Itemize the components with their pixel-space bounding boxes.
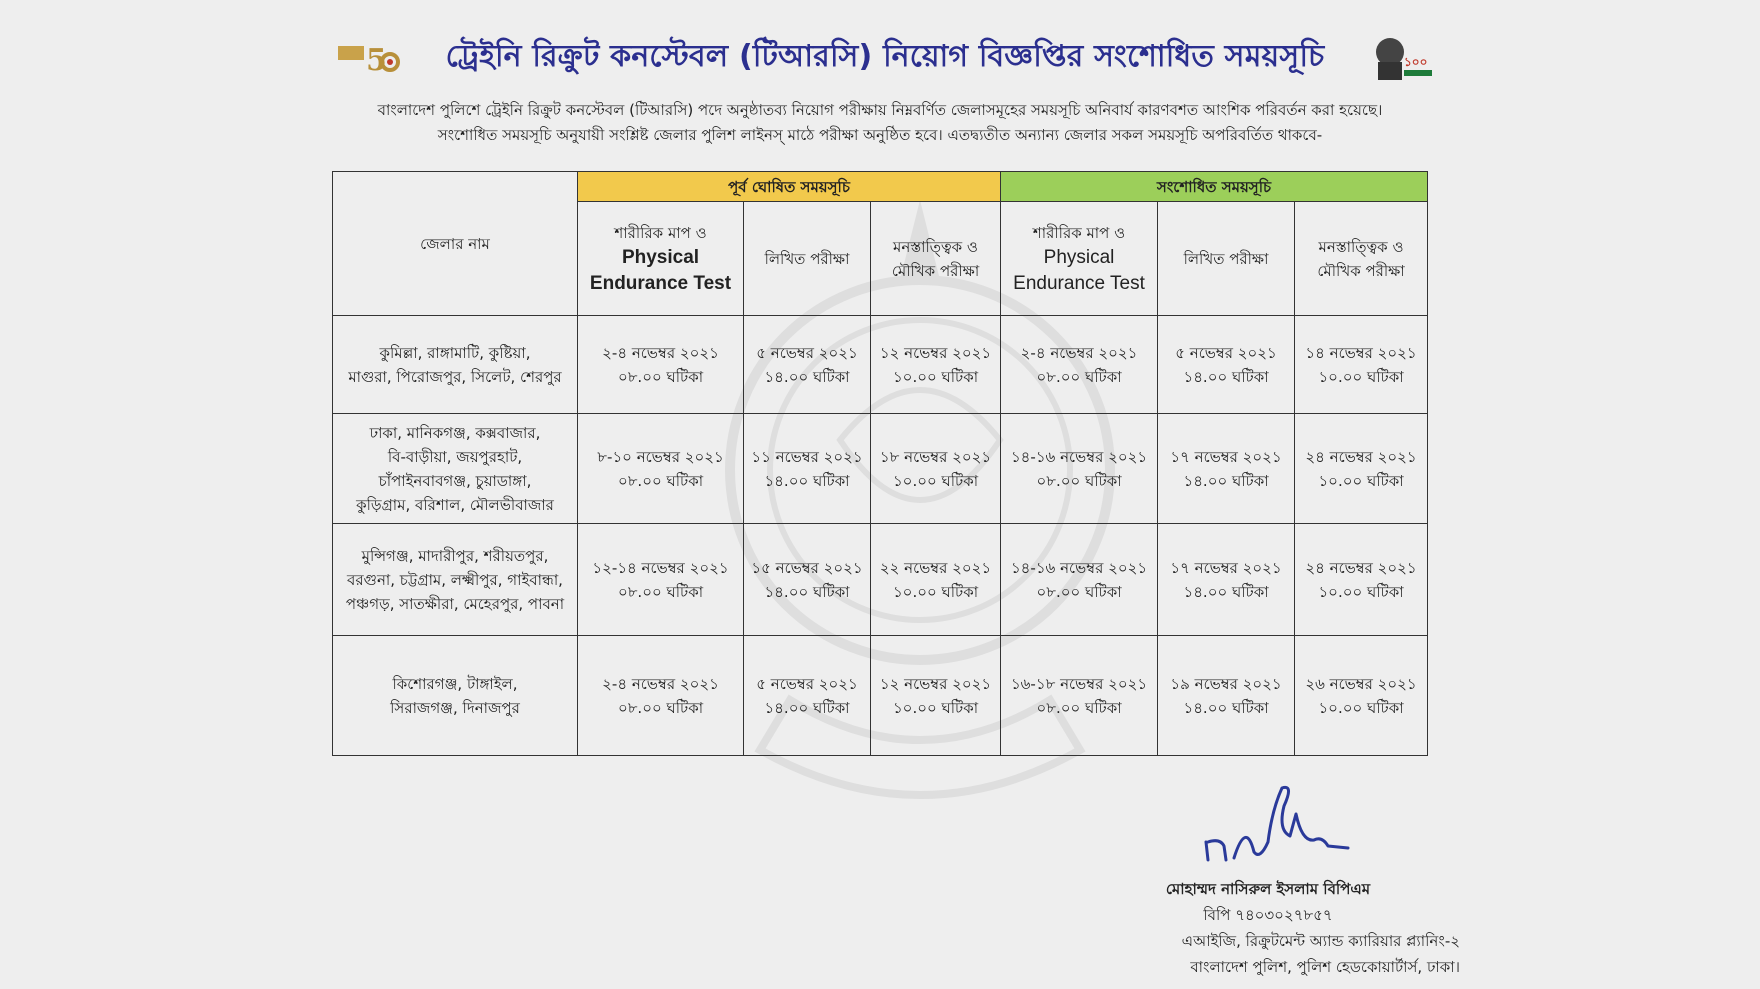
intro-text — [320, 98, 1440, 148]
col-prev-written: লিখিত পরীক্ষা — [744, 202, 871, 316]
rev-physical-cell: ১৪-১৬ নভেম্বর ২০২১ ০৮.০০ ঘটিকা — [1001, 414, 1158, 524]
prev-written-cell: ৫ নভেম্বর ২০২১ ১৪.০০ ঘটিকা — [744, 636, 871, 756]
rev-written-cell: ১৭ নভেম্বর ২০২১ ১৪.০০ ঘটিকা — [1158, 524, 1295, 636]
page-title: ট্রেইনি রিক্রুট কনস্টেবল (টিআরসি) নিয়োগ বিজ্ঞপ্তির সংশোধিত সময়সূচি — [445, 39, 1325, 74]
header — [330, 28, 1430, 88]
prev-written-cell: ১৫ নভেম্বর ২০২১ ১৪.০০ ঘটিকা — [744, 524, 871, 636]
handwritten-signature — [1198, 780, 1358, 872]
rev-physical-cell: ২-৪ নভেম্বর ২০২১ ০৮.০০ ঘটিকা — [1001, 316, 1158, 414]
district-cell: কুমিল্লা, রাঙ্গামাটি, কুষ্টিয়া, মাগুরা, পিরোজপুর, সিলেট, শেরপুর — [333, 316, 578, 414]
rev-viva-cell: ১৪ নভেম্বর ২০২১ ১০.০০ ঘটিকা — [1295, 316, 1428, 414]
rev-viva-cell: ২৬ নভেম্বর ২০২১ ১০.০০ ঘটিকা — [1295, 636, 1428, 756]
bangladesh-50-logo-icon — [336, 36, 402, 80]
group-revised-header: সংশোধিত সময়সূচি — [1001, 172, 1428, 202]
intro-line-1: বাংলাদেশ পুলিশে ট্রেইনি রিক্রুট কনস্টেবল (টিআরসি) পদে অনুষ্ঠাতব্য নিয়োগ পরীক্ষায় নিম্নবর্ণিত জেলাসমূহের সময়সূচি অনিবার্য কারণবশত আংশিক পরিবর্তন করা হয়েছে। — [377, 101, 1383, 119]
mujib-borsho-logo-icon — [1370, 30, 1436, 82]
rev-written-cell: ৫ নভেম্বর ২০২১ ১৪.০০ ঘটিকা — [1158, 316, 1295, 414]
prev-written-cell: ১১ নভেম্বর ২০২১ ১৪.০০ ঘটিকা — [744, 414, 871, 524]
prev-viva-cell: ২২ নভেম্বর ২০২১ ১০.০০ ঘটিকা — [871, 524, 1001, 636]
prev-physical-cell: ২-৪ নভেম্বর ২০২১ ০৮.০০ ঘটিকা — [578, 636, 744, 756]
table-row — [333, 636, 1428, 756]
intro-line-2: সংশোধিত সময়সূচি অনুযায়ী সংশ্লিষ্ট জেলার পুলিশ লাইনস্ মাঠে পরীক্ষা অনুষ্ঠিত হবে। এতদ্ব্যতীত অন্যান্য জেলার সকল সময়সূচি অপরিবর্তিত থাকবে- — [437, 126, 1323, 144]
schedule-table — [332, 171, 1428, 756]
rev-written-cell: ১৭ নভেম্বর ২০২১ ১৪.০০ ঘটিকা — [1158, 414, 1295, 524]
district-header: জেলার নাম — [333, 172, 578, 316]
group-previous-header: পূর্ব ঘোষিত সময়সূচি — [578, 172, 1001, 202]
prev-physical-cell: ২-৪ নভেম্বর ২০২১ ০৮.০০ ঘটিকা — [578, 316, 744, 414]
col-rev-viva: মনস্তাত্ত্বিক ও মৌখিক পরীক্ষা — [1295, 202, 1428, 316]
signatory-bp: বিপি ৭৪০৩০২৭৮৫৭ — [1203, 906, 1333, 924]
prev-viva-cell: ১২ নভেম্বর ২০২১ ১০.০০ ঘটিকা — [871, 636, 1001, 756]
district-cell: মুন্সিগঞ্জ, মাদারীপুর, শরীয়তপুর, বরগুনা, চট্টগ্রাম, লক্ষ্মীপুর, গাইবান্ধা, পঞ্চগড়, সাতক্ষীরা, মেহেরপুর, পাবনা — [333, 524, 578, 636]
prev-physical-cell: ৮-১০ নভেম্বর ২০২১ ০৮.০০ ঘটিকা — [578, 414, 744, 524]
table-row — [333, 414, 1428, 524]
col-rev-physical: শারীরিক মাপ ও Physical Endurance Test — [1001, 202, 1158, 316]
rev-physical-cell: ১৪-১৬ নভেম্বর ২০২১ ০৮.০০ ঘটিকা — [1001, 524, 1158, 636]
signatory-name: মোহাম্মদ নাসিরুল ইসলাম বিপিএম — [1165, 880, 1371, 898]
prev-viva-cell: ১৮ নভেম্বর ২০২১ ১০.০০ ঘটিকা — [871, 414, 1001, 524]
prev-physical-cell: ১২-১৪ নভেম্বর ২০২১ ০৮.০০ ঘটিকা — [578, 524, 744, 636]
col-prev-physical: শারীরিক মাপ ও Physical Endurance Test — [578, 202, 744, 316]
rev-viva-cell: ২৪ নভেম্বর ২০২১ ১০.০০ ঘটিকা — [1295, 414, 1428, 524]
rev-physical-cell: ১৬-১৮ নভেম্বর ২০২১ ০৮.০০ ঘটিকা — [1001, 636, 1158, 756]
svg-text:১০০: ১০০ — [1404, 55, 1428, 69]
rev-viva-cell: ২৪ নভেম্বর ২০২১ ১০.০০ ঘটিকা — [1295, 524, 1428, 636]
prev-written-cell: ৫ নভেম্বর ২০২১ ১৪.০০ ঘটিকা — [744, 316, 871, 414]
signatory-designation: এআইজি, রিক্রুটমেন্ট অ্যান্ড ক্যারিয়ার প্ল্যানিং-২ — [1181, 932, 1460, 950]
table-row — [333, 316, 1428, 414]
district-cell: কিশোরগঞ্জ, টাঙ্গাইল, সিরাজগঞ্জ, দিনাজপুর — [333, 636, 578, 756]
district-cell: ঢাকা, মানিকগঞ্জ, কক্সবাজার, বি-বাড়ীয়া, জয়পুরহাট, চাঁপাইনবাবগঞ্জ, চুয়াডাঙ্গা, কুড়িগ্রাম, বরিশাল, মৌলভীবাজার — [333, 414, 578, 524]
table-row — [333, 524, 1428, 636]
svg-text:5: 5 — [366, 43, 387, 78]
signature-block — [1060, 876, 1460, 980]
col-prev-viva: মনস্তাত্ত্বিক ও মৌখিক পরীক্ষা — [871, 202, 1001, 316]
col-rev-written: লিখিত পরীক্ষা — [1158, 202, 1295, 316]
prev-viva-cell: ১২ নভেম্বর ২০২১ ১০.০০ ঘটিকা — [871, 316, 1001, 414]
signatory-office: বাংলাদেশ পুলিশ, পুলিশ হেডকোয়ার্টার্স, ঢাকা। — [1190, 958, 1460, 976]
rev-written-cell: ১৯ নভেম্বর ২০২১ ১৪.০০ ঘটিকা — [1158, 636, 1295, 756]
